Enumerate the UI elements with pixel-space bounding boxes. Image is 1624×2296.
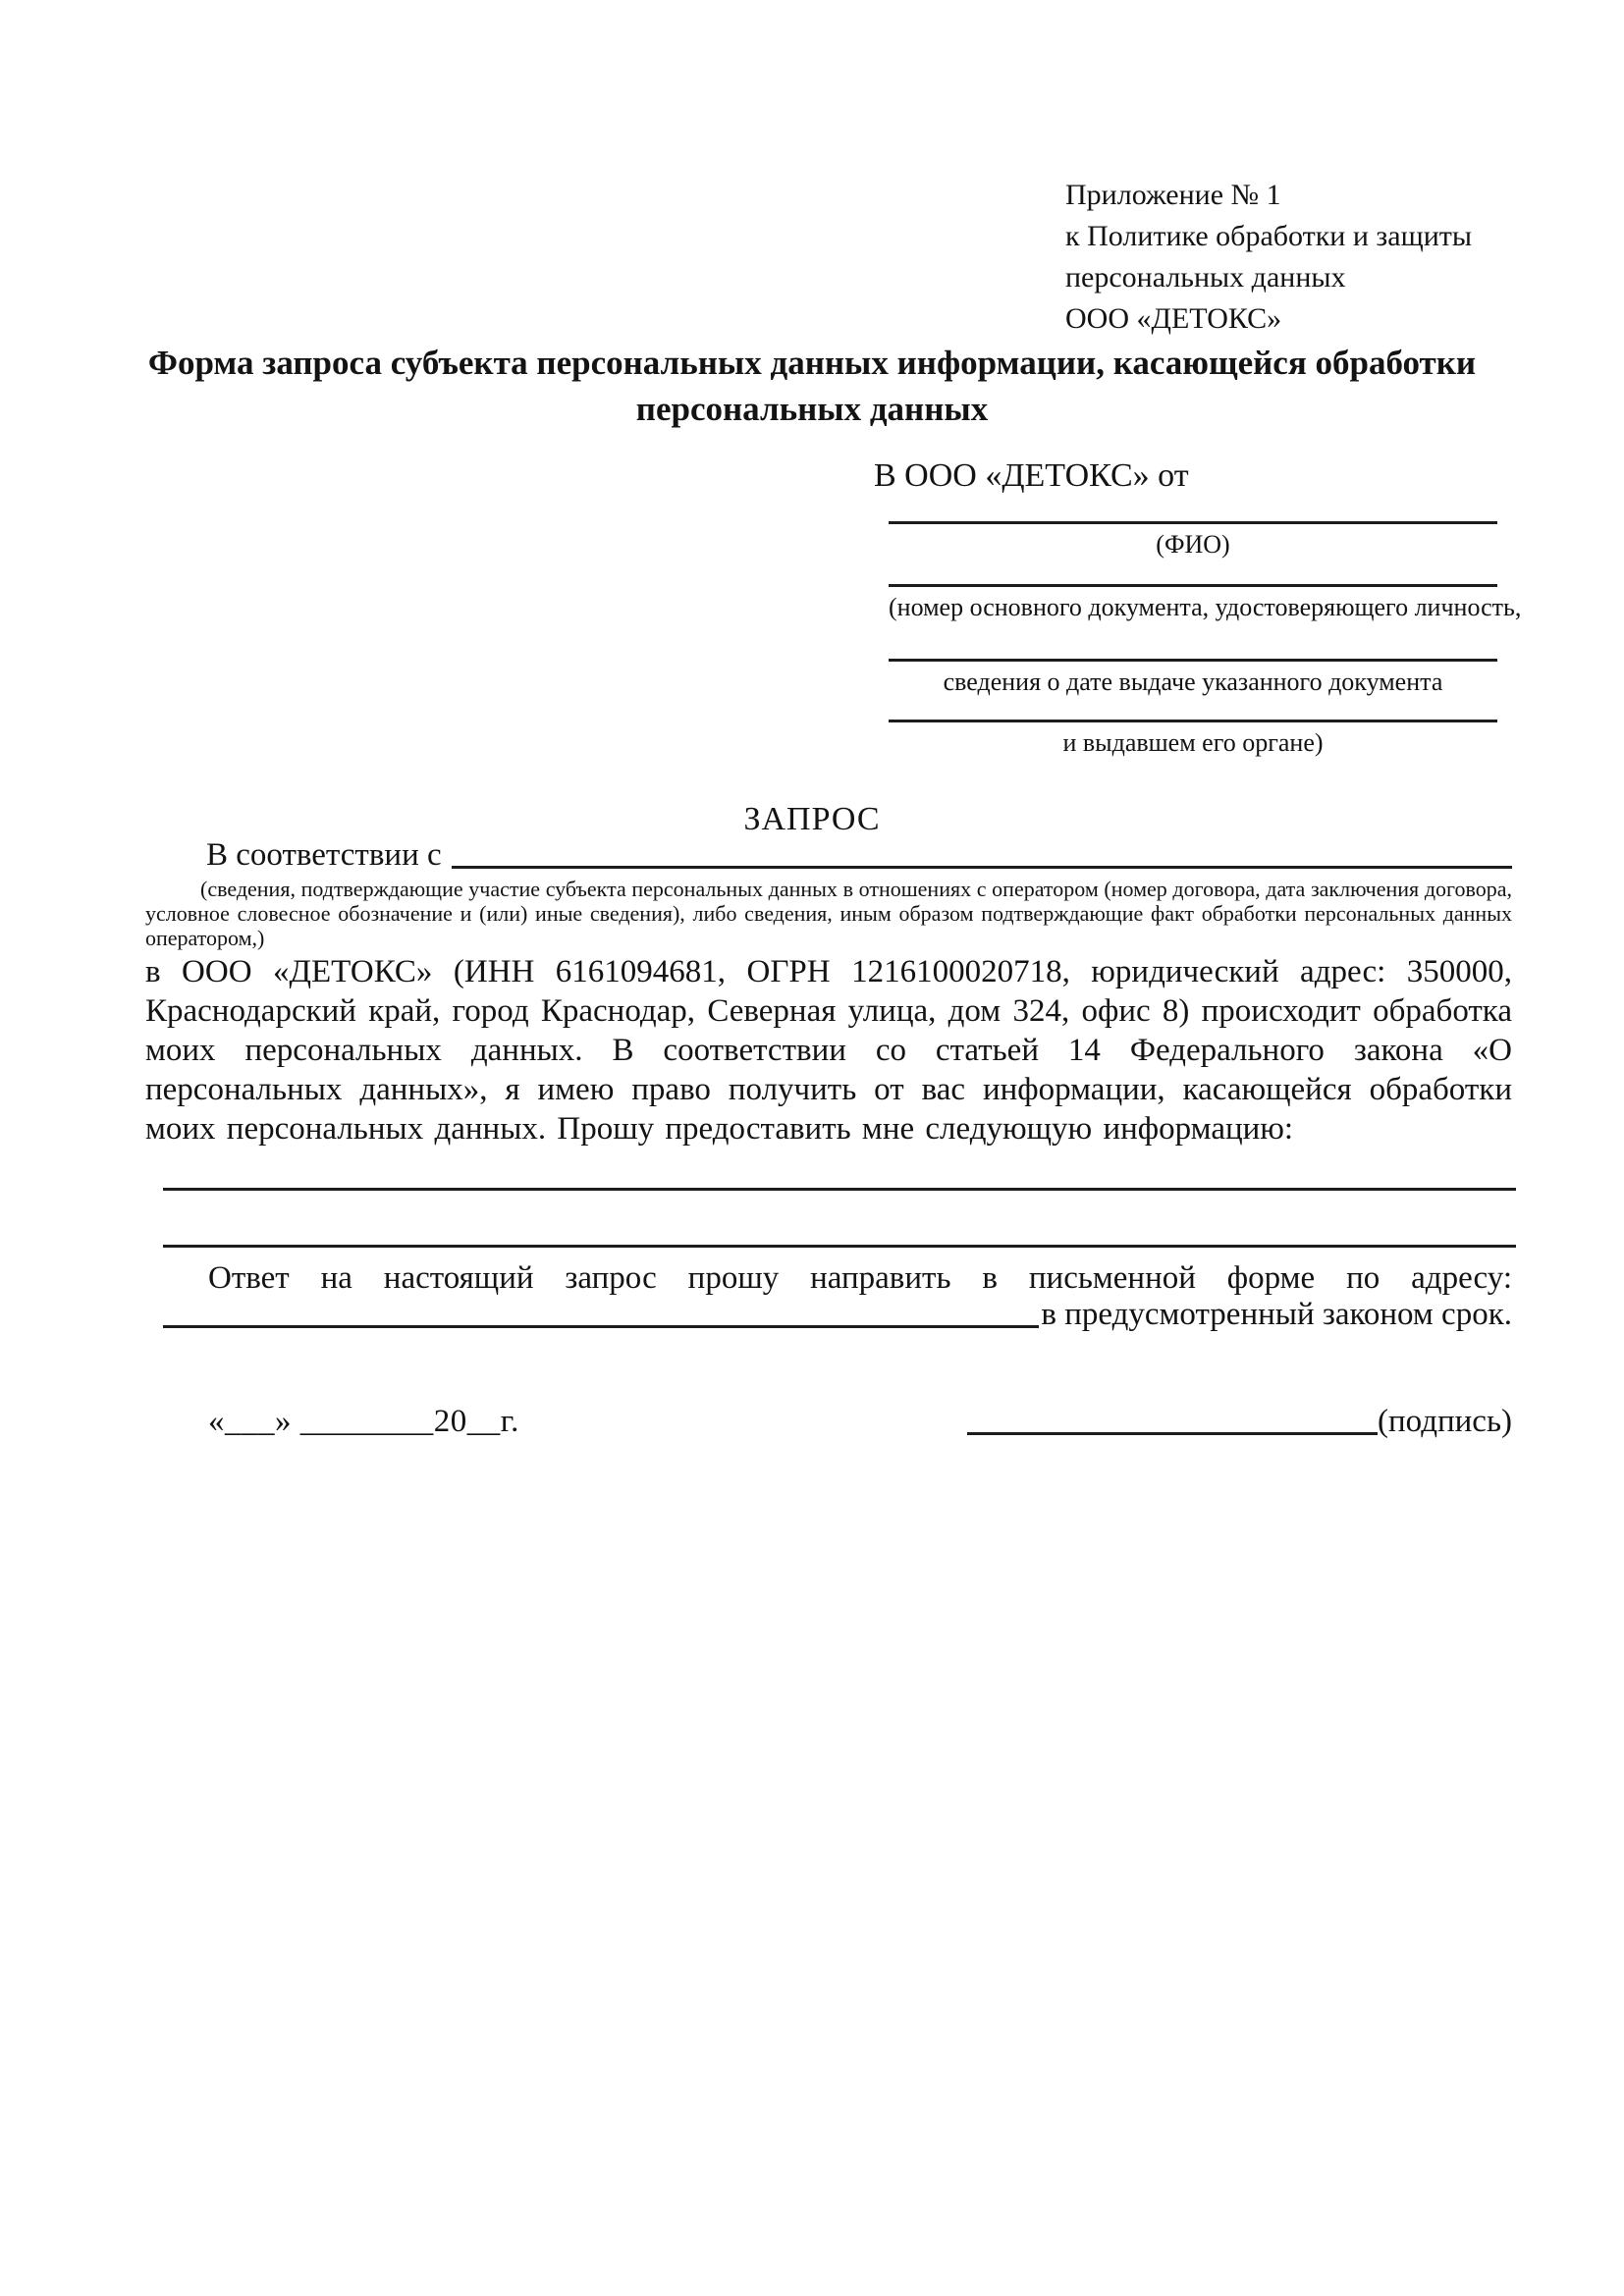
issuing-authority-caption: и выдавшем его органе) <box>1062 728 1324 757</box>
fio-field-caption: (ФИО) <box>1156 530 1230 559</box>
signature-blank-line <box>967 1402 1378 1435</box>
address-blank-line <box>163 1296 1039 1328</box>
document-number-field <box>889 584 1522 623</box>
request-heading: ЗАПРОС <box>743 801 881 837</box>
info-blank-line-1 <box>163 1188 1516 1191</box>
appendix-line-1: Приложение № 1 <box>1065 179 1281 211</box>
appendix-line-2: к Политике обработки и защиты <box>1065 220 1473 252</box>
appendix-line-4: ООО «ДЕТОКС» <box>1065 302 1282 335</box>
fine-print-note: (сведения, подтверждающие участие субъекта персональных данных в отношениях с оператором (номер договора, дата заключения договора, условное словесное обозначение и (или) иные сведения), либо сведения, иным образом подтверждающие факт обработки персональных данных оператором,) <box>145 877 1512 950</box>
issuing-authority-field <box>889 720 1497 759</box>
request-body-paragraph: в ООО «ДЕТОКС» (ИНН 6161094681, ОГРН 1216100020718, юридический адрес: 350000, Краснодарский край, город Краснодар, Северная улица, дом 324, офис 8) происходит обработка моих персональных данных. В соответствии со статьей 14 Федерального закона «О персональных данных», я имею право получить от вас информации, касающейся обработки моих персональных данных. Прошу предоставить мне следующую информацию: <box>145 954 1512 1147</box>
date-blank: «___» ________20__г. <box>208 1404 519 1439</box>
intro-prefix: В соответствии с <box>206 837 442 873</box>
issue-date-field <box>889 659 1497 698</box>
appendix-note <box>1065 175 1472 340</box>
signature-group <box>967 1402 1512 1441</box>
answer-address-blank-row <box>145 1296 1512 1333</box>
intro-row <box>145 836 1512 874</box>
fio-field <box>889 521 1497 561</box>
addressee-line: В ООО «ДЕТОКС» от <box>874 457 1189 494</box>
document-title: Форма запроса субъекта персональных данных информации, касающейся обработки персональных данных <box>147 344 1477 428</box>
intro-blank-line <box>452 836 1512 869</box>
issue-date-caption: сведения о дате выдаче указанного документа <box>943 667 1443 696</box>
answer-address-line: Ответ на настоящий запрос прошу направить в письменной форме по адресу: <box>208 1260 1512 1296</box>
info-blank-line-2 <box>163 1245 1516 1248</box>
date-signature-row <box>145 1402 1512 1441</box>
document-number-caption: (номер основного документа, удостоверяющего личность, <box>889 593 1522 621</box>
appendix-line-3: персональных данных <box>1065 261 1346 294</box>
signature-caption: (подпись) <box>1378 1404 1512 1439</box>
answer-suffix: в предусмотренный законом срок. <box>1041 1297 1512 1332</box>
